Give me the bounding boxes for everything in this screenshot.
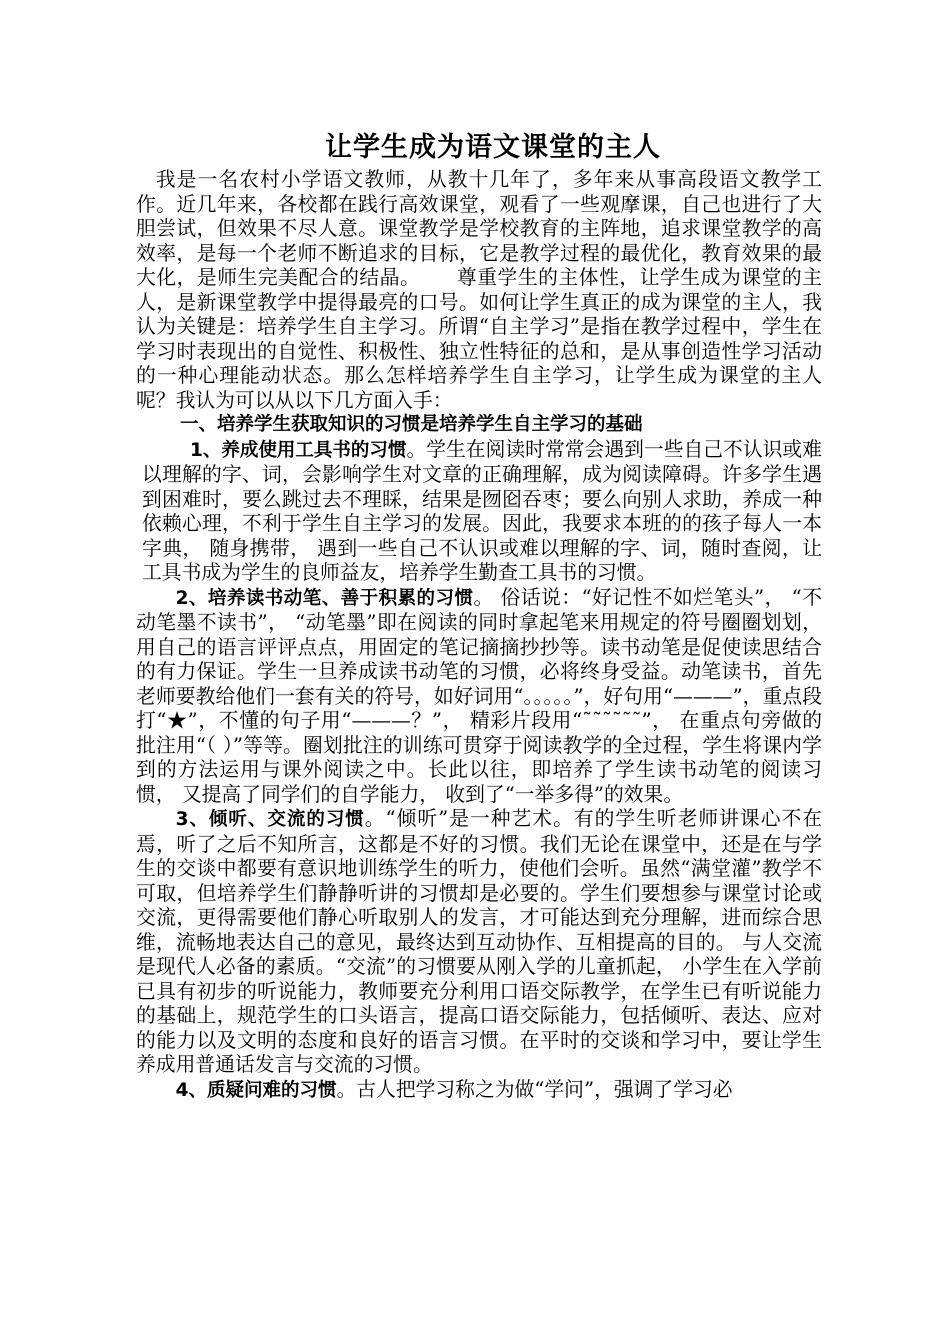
item-paragraph-2 (136, 586, 822, 808)
section-heading-1: 一、培养学生获取知识的习惯是培养学生自主学习的基础 (180, 414, 643, 435)
item-paragraph-1 (142, 438, 822, 586)
item-lead-3: 3、倾听、交流的习惯 (175, 809, 365, 830)
item-text-3: 。“倾听”是一种艺术。有的学生听老师讲课心不在焉，听了之后不知所言，这都是不好的习惯。我们无论在课堂中，还是在与学生的交谈中都要有意识地训练学生的听力，使他们会听。虽然“满堂灌”教学不可取，但培养学生们静静听讲的习惯却是必要的。学生们要想参与课堂讨论或交流，更得需要他们静心听取别人的发言，才可能达到充分理解，进而综合思维，流畅地表达自己的意见，最终达到互动协作、互相提高的目的。 与人交流是现代人必备的素质。“交流”的习惯要从刚入学的儿童抓起， 小学生在入学前已具有初步的听说能力，教师要充分利用口语交际教学，在学生已有听说能力的基础上，规范学生的口头语言，提高口语交际能力，包括倾听、表达、应对的能力以及文明的态度和良好的语言习惯。在平时的交谈和学习中，要让学生养成用普通话发言与交流的习惯。 (136, 807, 822, 1076)
section-1-block (136, 438, 822, 586)
item-lead-4: 4、质疑问难的习惯 (175, 1079, 337, 1101)
item-lead-1: 1、养成使用工具书的习惯 (190, 439, 407, 461)
item-paragraph-4 (136, 1078, 822, 1104)
item-text-4: 。古人把学习称之为做“学问”，强调了学习必 (336, 1077, 733, 1101)
intro-text-part1: 我是一名农村小学语文教师，从教十几年了，多年来从事高段语文教学工作。近几年来，各校都在践行高效课堂，观看了一些观摩课，自己也进行了大胆尝试，但效果不尽人意。课堂教学是学校教育的主阵地，追求课堂教学的高效率，是每一个老师不断追求的目标，它是教学过程的最优化，教育效果的最大化，是师生完美配合的结晶。 (136, 168, 822, 289)
intro-text-part2: 尊重学生的主体性，让学生成为课堂的主人，是新课堂教学中提得最亮的口号。如何让学生真正的成为课堂的主人，我认为关键是：培养学生自主学习。所谓“自主学习”是指在教学过程中，学生在学习时表现出的自觉性、积极性、独立性特征的总和，是从事创造性学习活动的一种心理能动状态。那么怎样培养学生自主学习，让学生成为课堂的主人呢？我认为可以从以下几方面入手： (136, 266, 822, 412)
intro-paragraph (136, 168, 822, 413)
item-text-2: 。 俗话说：“好记性不如烂笔头”， “不动笔墨不读书”， “动笔墨”即在阅读的同时拿起笔来用规定的符号圈圈划划，用自己的语言评评点点，用固定的笔记摘摘抄抄等。读书动笔是促使读思结合的有力保证。学生一旦养成读书动笔的习惯，必将终身受益。动笔读书，首先老师要教给他们一套有关的符号，如好词用“。。。。。”，好句用“———”，重点段打“★”，不懂的句子用“———？”， 精彩片段用“˜˜˜˜˜˜”， 在重点句旁做的批注用“（ ）”等等。圈划批注的训练可贯穿于阅读教学的全过程，学生将课内学到的方法运用与课外阅读之中。长此以往，即培养了学生读书动笔的阅读习惯， 又提高了同学们的自学能力， 收到了“一举多得”的效果。 (136, 585, 823, 806)
item-text-1: 。学生在阅读时常常会遇到一些自己不认识或难以理解的字、词，会影响学生对文章的正确理解，成为阅读障碍。许多学生遇到困难时，要么跳过去不理睬，结果是囫囵吞枣；要么向别人求助，养成一种依赖心理，不利于学生自主学习的发展。因此，我要求本班的的孩子每人一本字典， 随身携带， 遇到一些自己不认识或难以理解的字、词，随时查阅，让工具书成为学生的良师益友，培养学生勤查工具书的习惯。 (142, 437, 822, 584)
item-lead-2: 2、培养读书动笔、善于积累的习惯 (175, 587, 474, 609)
item-paragraph-3 (136, 807, 822, 1078)
document-page (136, 128, 822, 1103)
document-title: 让学生成为语文课堂的主人 (325, 132, 661, 163)
